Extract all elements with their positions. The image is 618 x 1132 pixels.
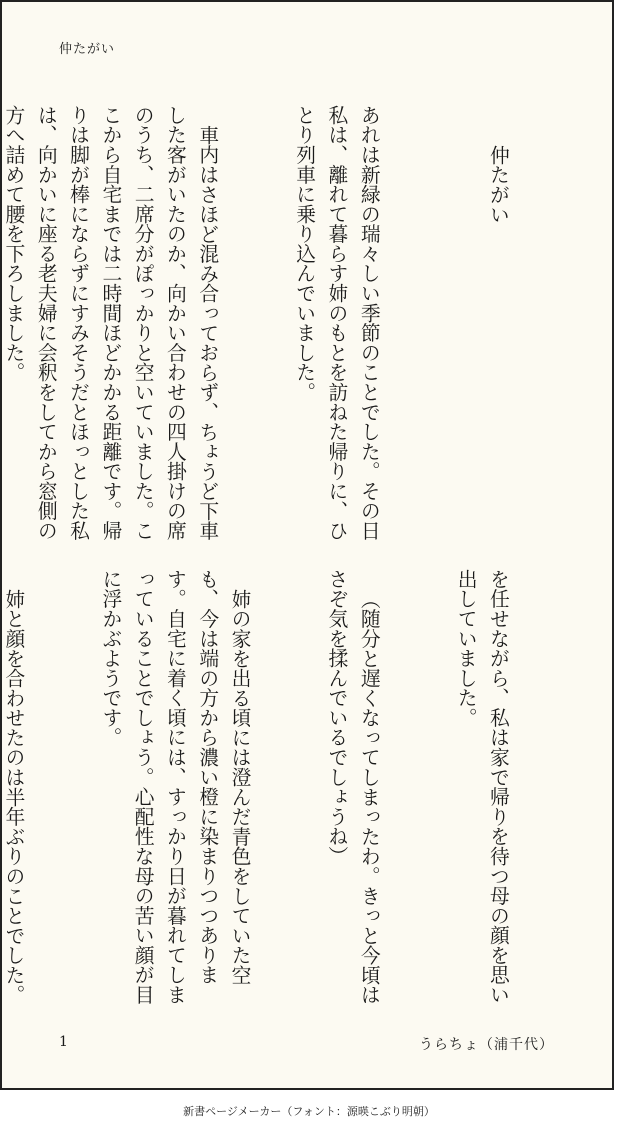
paragraph-2: 車内はさほど混み合っておらず、ちょうど下車した客がいたのか、向かい合わせの四人掛けの席のうち、二席分がぽっかりと空いていました。ここから自宅までは二時間ほどかかる距離です。帰りは脚が棒にならずにすみそうだとほっとした私は、向かいに座る老夫婦に会釈をしてから窓側の方へ詰めて腰を下ろしました。 <box>1 105 219 541</box>
footer-credit: 新書ページメーカー（フォント：源暎こぶり明朝） <box>183 1105 435 1118</box>
paragraph-4-continued: を任せながら、私は家で帰りを待つ母の顔を思い出していました。 <box>454 569 510 1005</box>
paragraph-7: 姉と顔を合わせたのは半年ぶりのことでした。 <box>1 588 25 1005</box>
text-block-bottom <box>1 569 578 1009</box>
paragraph-6: 姉の家を出る頃には澄んだ青色をしていた空も、今は端の方から濃い橙に染まりつつあります。自宅に着く頃には、すっかり日が暮れてしまっていることでしょう。心配性な母の苦い顔が目に浮かぶようです。 <box>98 569 252 1005</box>
paragraph-5: （随分と遅くなってしまったわ。きっと今頃はさぞ気を揉んでいるでしょうね） <box>324 569 381 1005</box>
story-title: 仲たがい <box>486 144 510 224</box>
author-name: うらちょ（浦千代） <box>419 1037 554 1053</box>
paragraph-1: あれは新緑の瑞々しい季節のことでした。その日私は、離れて暮らす姉のもとを訪ねた帰りに、ひとり列車に乗り込んでいました。 <box>292 105 381 541</box>
running-title: 仲たがい <box>59 42 116 57</box>
text-block-top <box>1 105 578 545</box>
page-number: 1 <box>59 1034 68 1050</box>
